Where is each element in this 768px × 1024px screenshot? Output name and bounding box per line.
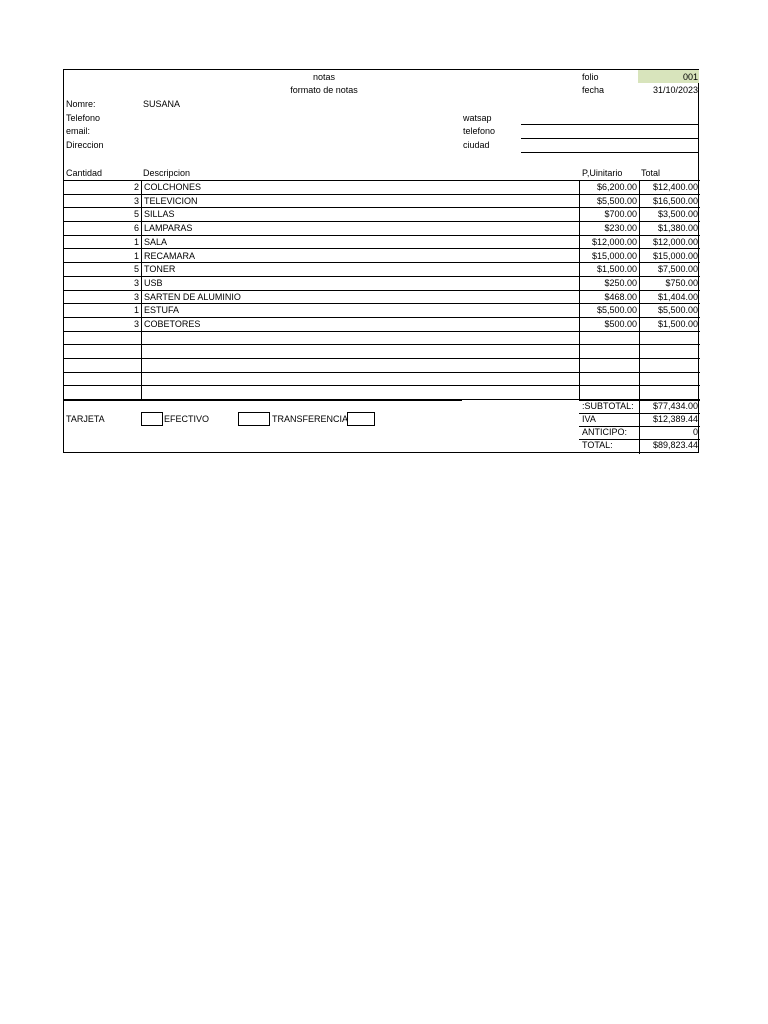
nombre-value[interactable]: SUSANA: [143, 99, 181, 109]
table-row: [64, 332, 700, 346]
table-row: [64, 345, 700, 359]
fecha-label: fecha: [582, 85, 605, 95]
table-row: [64, 250, 700, 264]
table-row: [64, 195, 700, 209]
total-label: TOTAL:: [582, 440, 613, 450]
desc-cell[interactable]: [142, 373, 579, 387]
qty-cell[interactable]: 1: [133, 305, 139, 316]
table-row: [64, 263, 700, 277]
total-cell[interactable]: [640, 332, 700, 346]
qty-col-divider: [141, 180, 142, 400]
qty-cell[interactable]: [64, 373, 141, 387]
header-unitario: P,Uinitario: [582, 168, 623, 178]
unit-cell[interactable]: $12,000.00: [591, 236, 637, 247]
qty-cell[interactable]: [64, 345, 141, 359]
total-cell[interactable]: $750.00: [665, 277, 698, 288]
watsap-field-line[interactable]: [521, 124, 699, 125]
unit-cell[interactable]: $500.00: [604, 319, 637, 329]
subtotal-value: $77,434.00: [652, 401, 698, 411]
note-form: [63, 69, 699, 453]
qty-cell[interactable]: 3: [133, 195, 139, 206]
header-total: Total: [641, 168, 661, 178]
unit-cell[interactable]: $6,200.00: [596, 182, 637, 192]
desc-cell[interactable]: USB: [144, 277, 163, 288]
fecha-value[interactable]: 31/10/2023: [652, 85, 698, 95]
unit-cell[interactable]: $15,000.00: [591, 250, 637, 261]
unit-cell[interactable]: $468.00: [604, 291, 637, 302]
iva-value: $12,389.44: [652, 414, 698, 424]
qty-cell[interactable]: [64, 359, 141, 373]
transferencia-label: TRANSFERENCIA: [272, 414, 349, 424]
desc-cell[interactable]: [142, 345, 579, 359]
ciudad-label: ciudad: [463, 140, 490, 150]
desc-cell[interactable]: ESTUFA: [144, 305, 180, 316]
unit-cell[interactable]: $230.00: [604, 223, 637, 234]
anticipo-value[interactable]: 0: [692, 427, 698, 437]
unit-cell[interactable]: $250.00: [604, 277, 637, 288]
total-value: $89,823.44: [652, 440, 698, 450]
tarjeta-label: TARJETA: [66, 414, 105, 424]
folio-value[interactable]: 001: [682, 72, 698, 82]
desc-cell[interactable]: TELEVICION: [144, 195, 198, 206]
total-cell[interactable]: $12,400.00: [652, 182, 698, 192]
qty-cell[interactable]: 3: [133, 277, 139, 288]
qty-cell[interactable]: 3: [133, 291, 139, 302]
table-row: [64, 359, 700, 373]
desc-cell[interactable]: SALA: [144, 236, 168, 247]
desc-cell[interactable]: LAMPARAS: [144, 223, 193, 234]
telefono2-label: telefono: [463, 126, 496, 136]
unit-cell[interactable]: $700.00: [604, 209, 637, 220]
folio-label: folio: [582, 72, 599, 82]
tarjeta-checkbox[interactable]: [141, 412, 163, 426]
table-row: [64, 208, 700, 222]
total-cell[interactable]: $1,380.00: [657, 223, 698, 234]
qty-cell[interactable]: [64, 332, 141, 346]
email-label: email:: [66, 126, 91, 136]
total-cell[interactable]: $3,500.00: [657, 209, 698, 220]
total-cell[interactable]: [640, 387, 700, 401]
table-top-line: [64, 180, 700, 181]
desc-cell[interactable]: TONER: [144, 264, 176, 275]
header-descripcion: Descripcion: [143, 168, 191, 178]
unit-col-divider: [579, 180, 580, 400]
qty-cell[interactable]: 5: [133, 209, 139, 220]
unit-cell[interactable]: $5,500.00: [596, 305, 637, 316]
desc-cell[interactable]: RECAMARA: [144, 250, 196, 261]
table-row: [64, 181, 700, 195]
desc-cell[interactable]: COLCHONES: [144, 182, 202, 192]
total-cell[interactable]: $1,404.00: [657, 291, 698, 302]
unit-cell[interactable]: [580, 332, 639, 346]
desc-cell[interactable]: [142, 359, 579, 373]
header-cantidad: Cantidad: [66, 168, 103, 178]
form-title: notas: [312, 72, 336, 82]
watsap-label: watsap: [463, 113, 492, 123]
qty-cell[interactable]: 6: [133, 223, 139, 234]
efectivo-label: EFECTIVO: [164, 414, 210, 424]
table-row: [64, 318, 700, 332]
table-row: [64, 373, 700, 387]
qty-cell[interactable]: [64, 387, 141, 401]
desc-cell[interactable]: SILLAS: [144, 209, 175, 220]
transferencia-checkbox[interactable]: [347, 412, 375, 426]
form-subtitle: formato de notas: [290, 85, 358, 95]
iva-label: IVA: [582, 414, 596, 424]
subtotal-label: :SUBTOTAL:: [582, 401, 634, 411]
qty-cell[interactable]: 2: [133, 182, 139, 192]
qty-cell[interactable]: 1: [133, 250, 139, 261]
total-cell[interactable]: [640, 359, 700, 373]
table-row: [64, 291, 700, 305]
anticipo-label: ANTICIPO:: [582, 427, 628, 437]
total-cell[interactable]: $5,500.00: [657, 305, 698, 316]
total-cell[interactable]: $16,500.00: [652, 195, 698, 206]
efectivo-checkbox[interactable]: [238, 412, 270, 426]
total-cell[interactable]: $12,000.00: [652, 236, 698, 247]
ciudad-field-line[interactable]: [521, 152, 699, 153]
table-row: [64, 236, 700, 250]
telefono-field-line[interactable]: [521, 138, 699, 139]
total-cell[interactable]: [640, 373, 700, 387]
unit-cell[interactable]: [580, 373, 639, 387]
telefono-label: Telefono: [66, 113, 101, 123]
qty-cell[interactable]: 3: [133, 319, 139, 329]
direccion-label: Direccion: [66, 140, 104, 150]
table-row: [64, 222, 700, 236]
unit-cell[interactable]: $1,500.00: [596, 264, 637, 275]
desc-cell[interactable]: COBETORES: [144, 319, 201, 329]
unit-cell[interactable]: [580, 387, 639, 401]
desc-cell[interactable]: [142, 332, 579, 346]
table-bottom-line-left: [64, 400, 462, 401]
table-row: [64, 277, 700, 291]
unit-cell[interactable]: $5,500.00: [596, 195, 637, 206]
table-row: [64, 304, 700, 318]
total-cell[interactable]: $1,500.00: [657, 319, 698, 329]
desc-cell[interactable]: SARTEN DE ALUMINIO: [144, 291, 241, 302]
desc-cell[interactable]: [142, 387, 579, 401]
nombre-label: Nomre:: [66, 99, 96, 109]
qty-cell[interactable]: 5: [133, 264, 139, 275]
table-row: [64, 387, 700, 401]
unit-cell[interactable]: [580, 359, 639, 373]
total-cell[interactable]: $15,000.00: [652, 250, 698, 261]
total-cell[interactable]: [640, 345, 700, 359]
unit-cell[interactable]: [580, 345, 639, 359]
total-cell[interactable]: $7,500.00: [657, 264, 698, 275]
qty-cell[interactable]: 1: [133, 236, 139, 247]
